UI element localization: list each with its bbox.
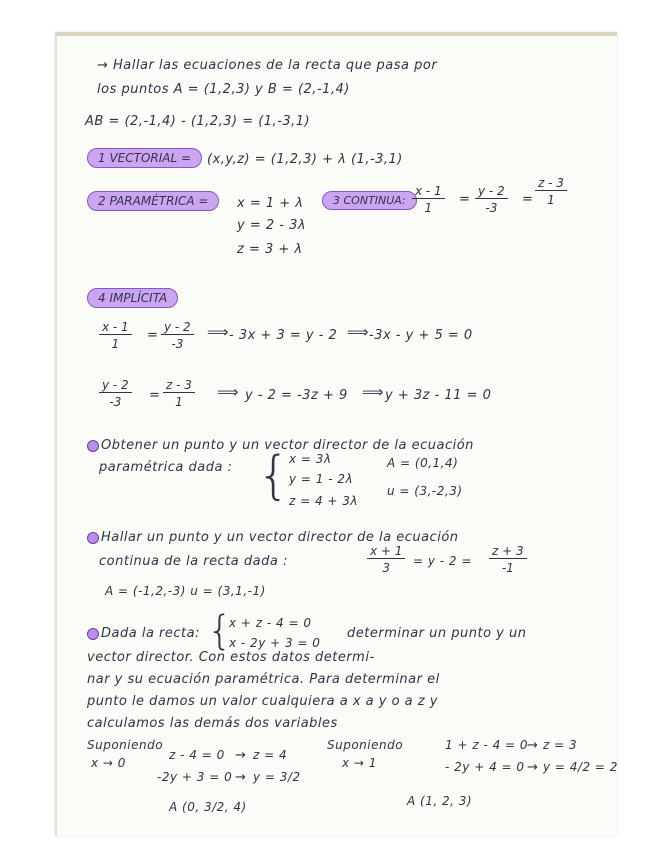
implicita-r2-fraction-z	[163, 378, 195, 409]
exercise-3-line-1	[87, 626, 200, 641]
parametrica-x: x = 1 + λ	[237, 196, 304, 211]
parametrica-z: z = 3 + λ	[237, 242, 303, 257]
vectorial-label: 1 VECTORIAL =	[87, 148, 202, 168]
exercise-1-text: Obtener un punto y un vector director de la ecuación	[101, 438, 474, 453]
notebook-page	[55, 32, 617, 836]
continua-equals-1: =	[459, 192, 471, 207]
exercise-2-answer: A = (-1,2,-3) u = (3,1,-1)	[105, 584, 266, 598]
continua-fraction-y	[475, 184, 508, 215]
implicita-r2-step1: y - 2 = -3z + 9	[245, 388, 348, 403]
parametrica-label: 2 PARAMÉTRICA =	[87, 191, 219, 211]
implies-arrow-icon: ⟹	[347, 323, 369, 341]
continua-fraction-y-num: y - 2	[475, 184, 508, 199]
implicita-r2-num-z: z - 3	[163, 378, 195, 393]
arrow-right-icon: →	[235, 748, 246, 763]
exercise-2-line-1	[87, 530, 459, 545]
continua-fraction-y-den: -3	[485, 201, 498, 215]
exercise-2-text: Hallar un punto y un vector director de la ecuación	[101, 530, 459, 545]
implicita-r1-step1: - 3x + 3 = y - 2	[229, 328, 338, 343]
exercise-1-x: x = 3λ	[289, 452, 332, 466]
exercise-2-den-x: 3	[382, 561, 391, 575]
exercise-3-line-4: punto le damos un valor cualquiera a x a y o a z y	[87, 694, 438, 709]
exercise-3-system-1: x + z - 4 = 0	[229, 616, 312, 630]
implicita-r2-step2: y + 3z - 11 = 0	[385, 388, 492, 403]
continua-fraction-z-den: 1	[547, 193, 555, 207]
case-2-eq-2: - 2y + 4 = 0	[445, 760, 525, 774]
exercise-1-vector: u = (3,-2,3)	[387, 484, 463, 498]
vector-ab: AB = (2,-1,4) - (1,2,3) = (1,-3,1)	[85, 114, 311, 129]
left-brace-icon: {	[207, 608, 233, 654]
exercise-2-fraction-x	[367, 544, 405, 575]
case-2-eq-1: 1 + z - 4 = 0	[445, 738, 529, 752]
implicita-r2-num-y: y - 2	[99, 378, 132, 393]
exercise-1-point: A = (0,1,4)	[387, 456, 459, 470]
continua-label: 3 CONTINUA:	[322, 191, 417, 210]
case-2-result-2: y = 4/2 = 2	[543, 760, 618, 774]
implicita-r1-equals: =	[147, 328, 159, 343]
exercise-2-fraction-z	[489, 544, 527, 575]
implicita-r1-den-x: 1	[111, 337, 120, 351]
bullet-dot-icon	[87, 440, 99, 452]
continua-fraction-z	[535, 176, 567, 207]
case-1-eq-1: z - 4 = 0	[169, 748, 225, 762]
arrow-right-icon: →	[527, 738, 538, 753]
implicita-label: 4 IMPLÍCITA	[87, 288, 178, 308]
case-1-result-2: y = 3/2	[253, 770, 301, 784]
implicita-r1-step2: -3x - y + 5 = 0	[369, 328, 473, 343]
case-2-result-1: z = 3	[543, 738, 578, 752]
implicita-r1-fraction-x	[99, 320, 132, 351]
implicita-r2-fraction-y	[99, 378, 132, 409]
left-brace-icon: {	[257, 446, 291, 506]
continua-fraction-x-den: 1	[424, 201, 433, 215]
case-1-condition: x → 0	[91, 756, 126, 770]
implies-arrow-icon: ⟹	[362, 383, 384, 401]
exercise-3-text: Dada la recta:	[101, 626, 200, 641]
implicita-r1-num-y: y - 2	[161, 320, 194, 335]
case-2-title: Suponiendo	[327, 738, 404, 752]
parametrica-y: y = 2 - 3λ	[237, 218, 307, 233]
exercise-1-line-2: paramétrica dada :	[99, 460, 233, 475]
exercise-3-line-3: nar y su ecuación paramétrica. Para determinar el	[87, 672, 440, 687]
implicita-r2-den-y: -3	[109, 395, 122, 409]
implies-arrow-icon: ⟹	[217, 383, 239, 401]
bullet-dot-icon	[87, 628, 99, 640]
exercise-2-num-z: z + 3	[489, 544, 527, 559]
exercise-2-line-2: continua de la recta dada :	[99, 554, 288, 569]
case-1-result-1: z = 4	[253, 748, 288, 762]
continua-equals-2: =	[522, 192, 534, 207]
case-1-eq-2: -2y + 3 = 0	[157, 770, 233, 784]
exercise-2-mid: = y - 2 =	[413, 554, 472, 568]
implicita-r1-den-y: -3	[171, 337, 184, 351]
implies-arrow-icon: ⟹	[207, 323, 229, 341]
implicita-r1-fraction-y	[161, 320, 194, 351]
bullet-dot-icon	[87, 532, 99, 544]
exercise-1-z: z = 4 + 3λ	[289, 494, 359, 508]
case-1-title: Suponiendo	[87, 738, 164, 752]
intro-line-1: → Hallar las ecuaciones de la recta que pasa por	[97, 58, 438, 73]
case-2-condition: x → 1	[342, 756, 377, 770]
implicita-r2-equals: =	[149, 388, 161, 403]
vectorial-equation: (x,y,z) = (1,2,3) + λ (1,-3,1)	[207, 152, 403, 167]
continua-fraction-z-num: z - 3	[535, 176, 567, 191]
case-1-point: A (0, 3/2, 4)	[169, 800, 247, 814]
exercise-1-y: y = 1 - 2λ	[289, 472, 354, 486]
arrow-right-icon: →	[527, 760, 538, 775]
exercise-3-system-2: x - 2y + 3 = 0	[229, 636, 321, 650]
exercise-3-line-2: vector director. Con estos datos determi-	[87, 650, 375, 665]
exercise-3-line-1b: determinar un punto y un	[347, 626, 527, 641]
implicita-r1-num-x: x - 1	[99, 320, 132, 335]
continua-fraction-x-num: x - 1	[412, 184, 445, 199]
exercise-2-num-x: x + 1	[367, 544, 405, 559]
exercise-2-den-z: -1	[501, 561, 514, 575]
implicita-r2-den-z: 1	[175, 395, 183, 409]
exercise-3-line-5: calculamos las demás dos variables	[87, 716, 338, 731]
continua-fraction-x	[412, 184, 445, 215]
case-2-point: A (1, 2, 3)	[407, 794, 473, 808]
intro-line-2: los puntos A = (1,2,3) y B = (2,-1,4)	[97, 82, 350, 97]
arrow-right-icon: →	[235, 770, 246, 785]
